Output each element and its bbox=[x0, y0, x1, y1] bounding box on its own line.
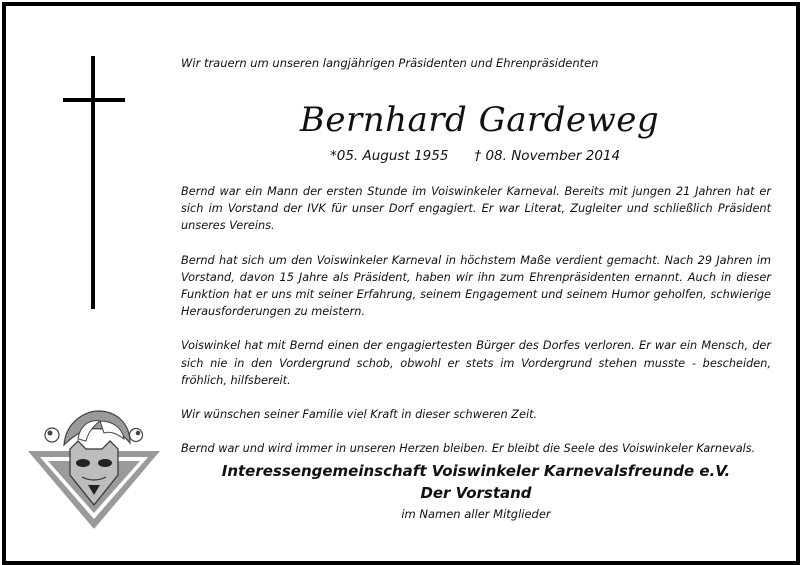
paragraph: Bernd hat sich um den Voiswinkeler Karneval in höchstem Maße verdient gemacht. Nach 29 Jahren im Vorstand, davon 15 Jahre als Präsident, haben wir ihn zum Ehrenpräsidenten ernannt. Auch in dieser Funktion hat er uns mit seiner Erfahrung, seinem Engagement und seinem Humor geholfen, schwierige Herausforderungen zu meistern. bbox=[181, 253, 771, 319]
cross-vertical-bar bbox=[91, 56, 95, 309]
paragraph: Wir wünschen seiner Familie viel Kraft in dieser schweren Zeit. bbox=[181, 408, 538, 422]
obituary-text bbox=[181, 183, 771, 474]
birth-date: *05. August 1955 bbox=[330, 148, 449, 164]
deceased-name: Bernhard Gardeweg bbox=[299, 100, 660, 140]
paragraph: Bernd war ein Mann der ersten Stunde im Voiswinkeler Karneval. Bereits mit jungen 21 Jahren hat er sich im Vorstand der IVK für unser Dorf engagiert. Er war Literat, Zugleiter und schließlich Präsident unseres Vereins. bbox=[181, 185, 771, 233]
paragraph: Bernd war und wird immer in unseren Herzen bleiben. Er bleibt die Seele des Voiswinkeler Karnevals. bbox=[181, 442, 756, 456]
organization-name: Interessengemeinschaft Voiswinkeler Karnevalsfreunde e.V. bbox=[221, 462, 731, 480]
intro-line: Wir trauern um unseren langjährigen Präsidenten und Ehrenpräsidenten bbox=[181, 56, 599, 70]
board-signature: Der Vorstand bbox=[420, 484, 532, 502]
paragraph: Voiswinkel hat mit Bernd einen der engagiertesten Bürger des Dorfes verloren. Er war ein Mensch, der sich nie in den Vordergrund schob, obwohl er stets im Vordergrund stehen musste - bescheiden, fröhlich, hilfsbereit. bbox=[181, 339, 771, 387]
life-dates bbox=[330, 148, 620, 164]
jester-fox-logo-icon bbox=[26, 405, 162, 531]
on-behalf-line: im Namen aller Mitglieder bbox=[401, 507, 551, 521]
death-date: † 08. November 2014 bbox=[474, 148, 621, 164]
cross-horizontal-bar bbox=[63, 98, 125, 102]
